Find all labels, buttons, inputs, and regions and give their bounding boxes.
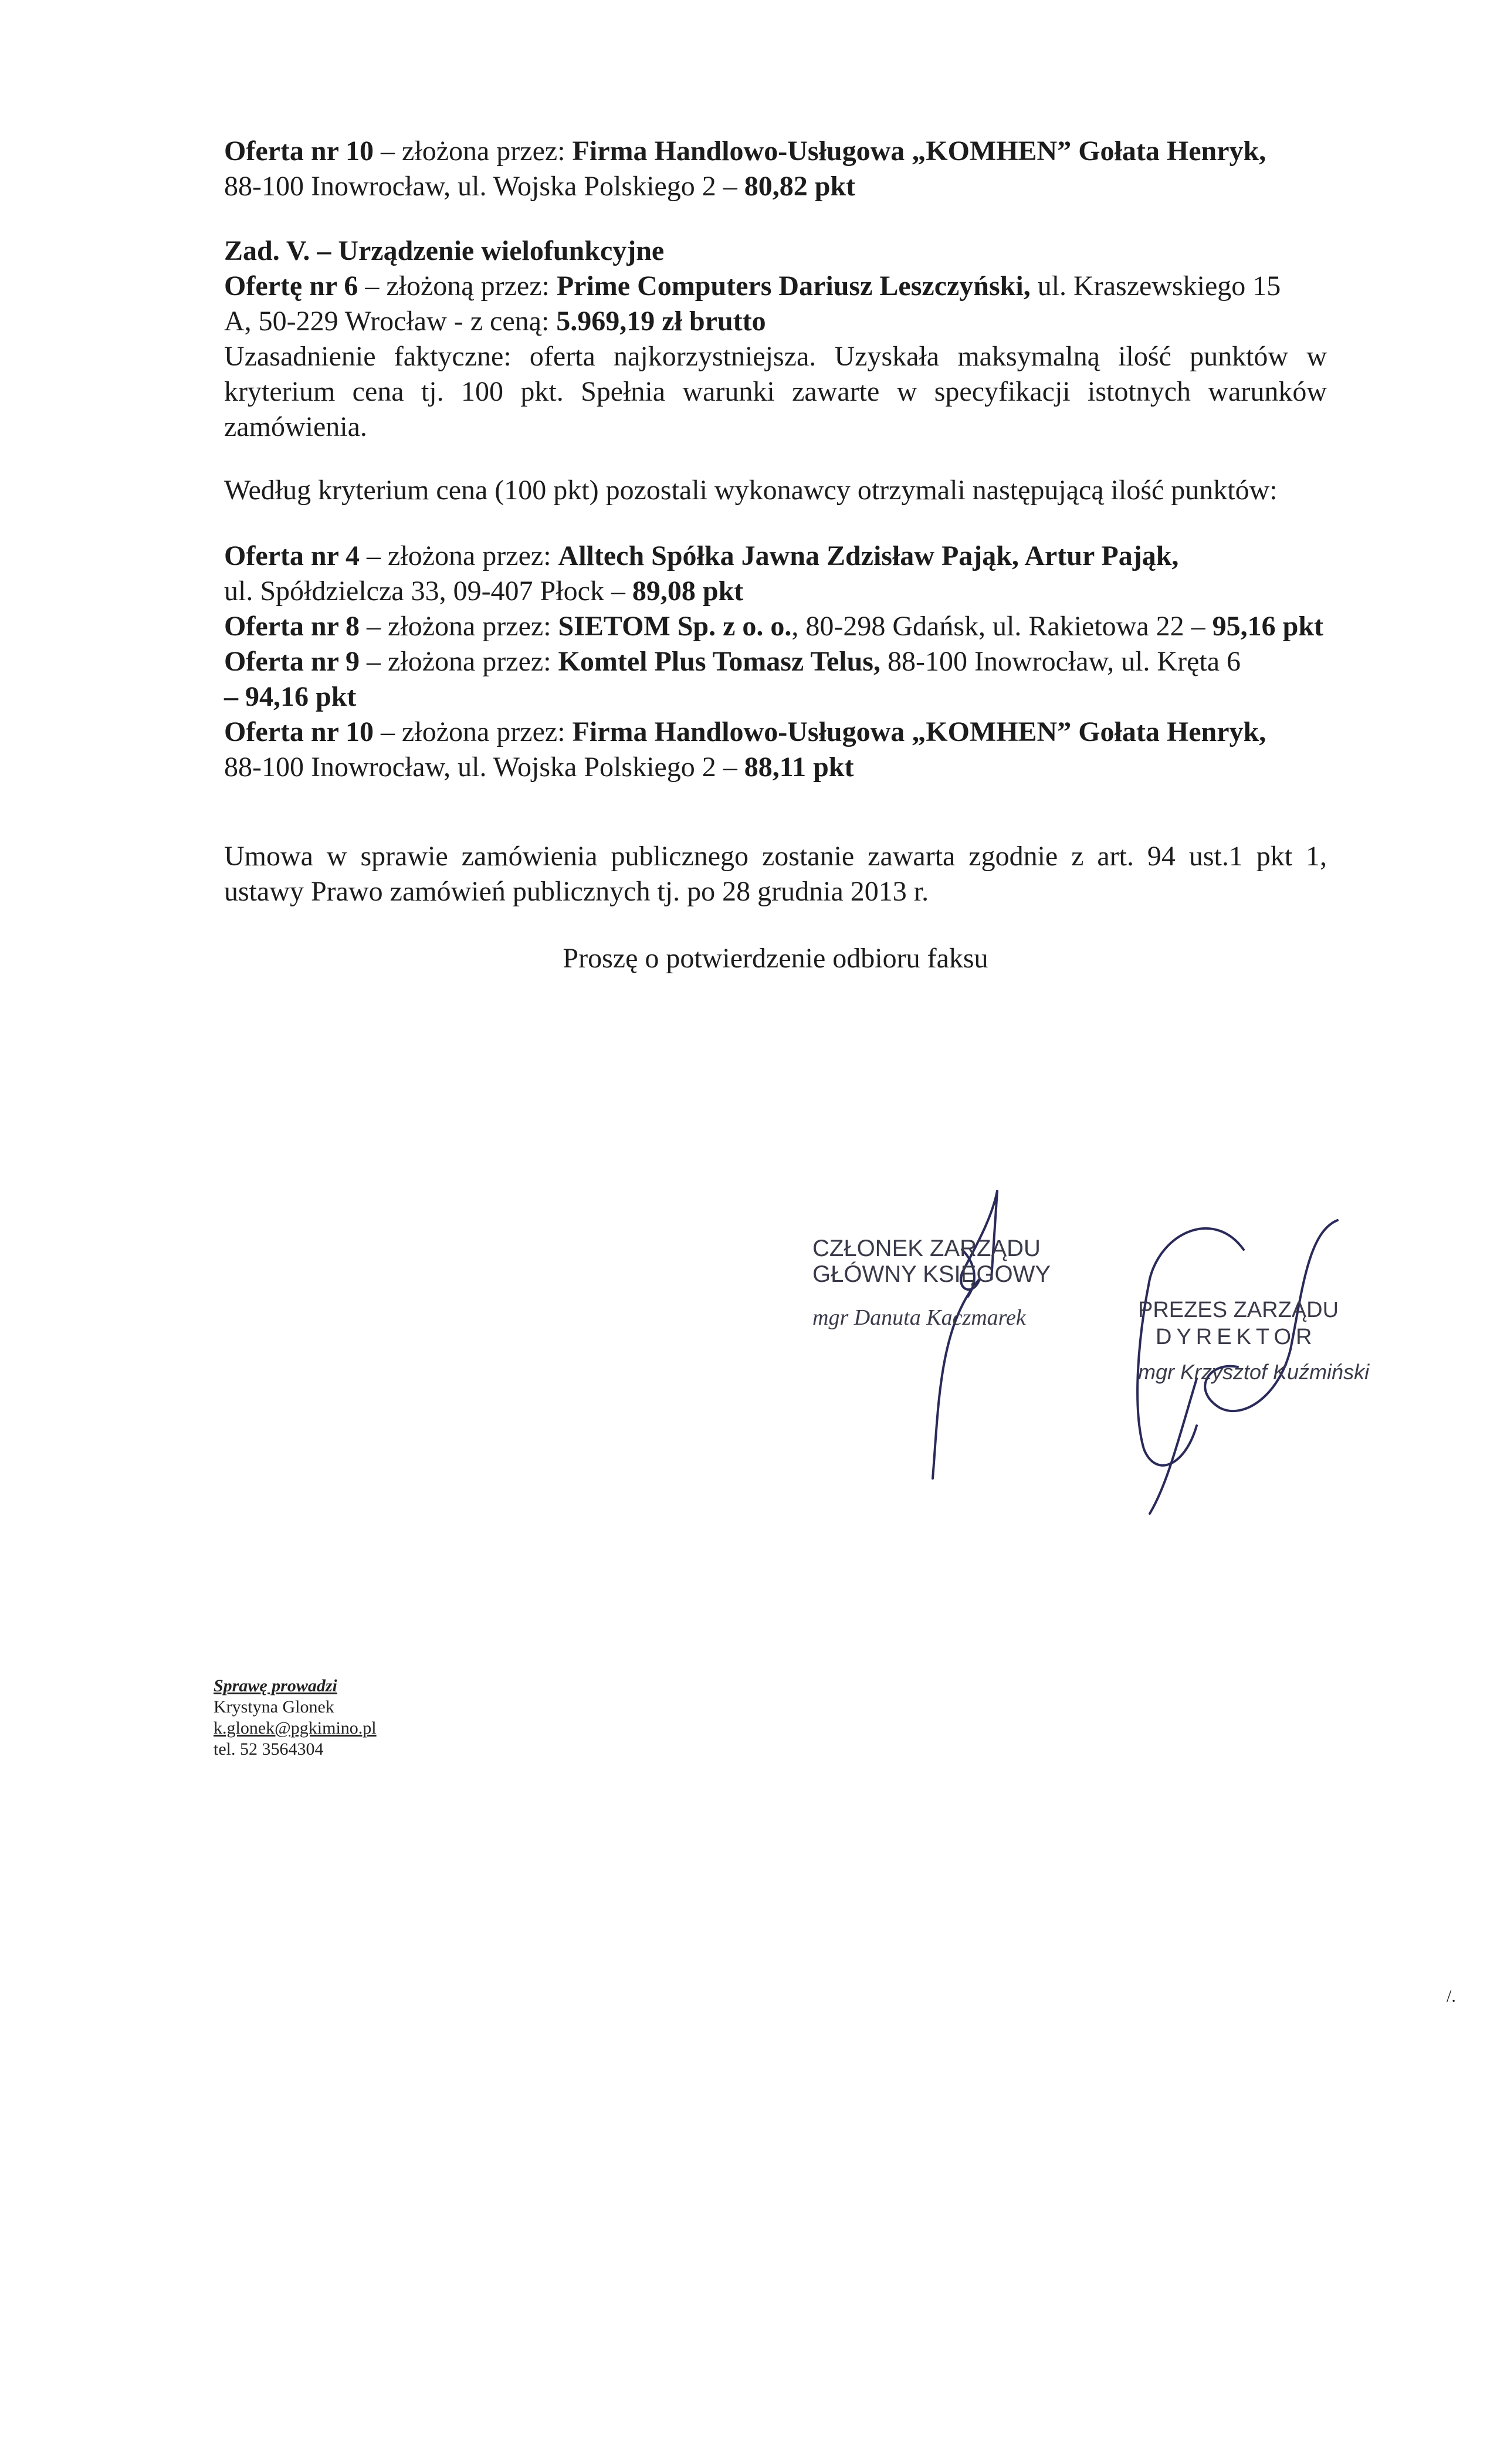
winner-city-price-label: A, 50-229 Wrocław - z ceną:: [224, 306, 557, 337]
offer-10-label: Oferta nr 10: [224, 716, 374, 747]
stamp-left-line1: CZŁONEK ZARZĄDU: [812, 1236, 1041, 1261]
winner-company: Prime Computers Dariusz Leszczyński,: [556, 270, 1031, 302]
fax-request: Proszę o potwierdzenie odbioru faksu: [563, 943, 988, 974]
offer-10-company: Firma Handlowo-Usługowa „KOMHEN” Gołata Henryk,: [572, 716, 1266, 747]
stamp-left-line2: GŁÓWNY KSIĘGOWY: [812, 1261, 1051, 1287]
footer-email-link[interactable]: k.glonek@pgkimino.pl: [214, 1718, 377, 1738]
offer-connector: – złożona przez:: [374, 136, 573, 167]
offer-10-address: 88-100 Inowrocław, ul. Wojska Polskiego 2 –: [224, 752, 744, 783]
winner-justification: Uzasadnienie faktyczne: oferta najkorzystniejsza. Uzyskała maksymalną ilość punktów w kryterium cena tj. 100 pkt. Spełnia warunki zawarte w specyfikacji istotnych warunków zamówienia.: [224, 341, 1327, 442]
winner-connector: – złożoną przez:: [358, 270, 557, 302]
footer-phone: tel. 52 3564304: [214, 1739, 324, 1759]
offer-company: Firma Handlowo-Usługowa „KOMHEN” Gołata Henryk,: [572, 136, 1266, 167]
case-handler-footer: [214, 1676, 377, 1760]
offer-8-address: , 80-298 Gdańsk, ul. Rakietowa 22 –: [791, 611, 1212, 642]
offer-points: 80,82 pkt: [744, 171, 856, 202]
stamp-right-name: mgr Krzysztof Kuźmiński: [1138, 1360, 1370, 1384]
winner-street: ul. Kraszewskiego 15: [1030, 270, 1281, 302]
winner-offer-label: Ofertę nr 6: [224, 270, 358, 302]
offer-8-connector: – złożona przez:: [360, 611, 558, 642]
contract-note-text: Umowa w sprawie zamówienia publicznego zostanie zawarta zgodnie z art. 94 ust.1 pkt 1, ustawy Prawo zamówień publicznych tj. po 28 grudnia 2013 r.: [224, 841, 1327, 907]
offer-label: Oferta nr 10: [224, 136, 374, 167]
corner-mark: /.: [1447, 1986, 1456, 2006]
offer-10-points: 88,11 pkt: [744, 752, 854, 783]
offer-9-connector: – złożona przez:: [360, 646, 558, 677]
offer-4-connector: – złożona przez:: [360, 540, 558, 571]
offer-4-label: Oferta nr 4: [224, 540, 360, 571]
offer-9-address: 88-100 Inowrocław, ul. Kręta 6: [880, 646, 1241, 677]
stamp-left-name: mgr Danuta Kaczmarek: [812, 1305, 1026, 1330]
offer-4-points: 89,08 pkt: [632, 576, 744, 607]
offer-4-company: Alltech Spółka Jawna Zdzisław Pająk, Artur Pająk,: [558, 540, 1179, 571]
footer-heading: Sprawę prowadzi: [214, 1676, 337, 1695]
offer-address: 88-100 Inowrocław, ul. Wojska Polskiego 2 –: [224, 171, 744, 202]
offer-8-points: 95,16 pkt: [1212, 611, 1324, 642]
stamp-president: [1138, 1297, 1369, 1386]
offer-8-company: SIETOM Sp. z o. o.: [558, 611, 792, 642]
stamp-chief-accountant: [812, 1236, 1051, 1331]
offer-4-address: ul. Spółdzielcza 33, 09-407 Płock –: [224, 576, 632, 607]
winner-price: 5.969,19 zł brutto: [556, 306, 766, 337]
task-5-heading: Zad. V. – Urządzenie wielofunkcyjne: [224, 235, 665, 266]
offer-8-label: Oferta nr 8: [224, 611, 360, 642]
criteria-intro-text: Według kryterium cena (100 pkt) pozostali wykonawcy otrzymali następującą ilość punktów:: [224, 475, 1278, 506]
footer-name: Krystyna Glonek: [214, 1697, 334, 1717]
offer-9-points: – 94,16 pkt: [224, 681, 357, 712]
offer-9-company: Komtel Plus Tomasz Telus,: [558, 646, 880, 677]
stamp-right-line1: PREZES ZARZĄDU: [1138, 1298, 1339, 1322]
stamp-right-line2: DYREKTOR: [1156, 1325, 1317, 1349]
offer-10-connector: – złożona przez:: [374, 716, 573, 747]
offer-9-label: Oferta nr 9: [224, 646, 360, 677]
